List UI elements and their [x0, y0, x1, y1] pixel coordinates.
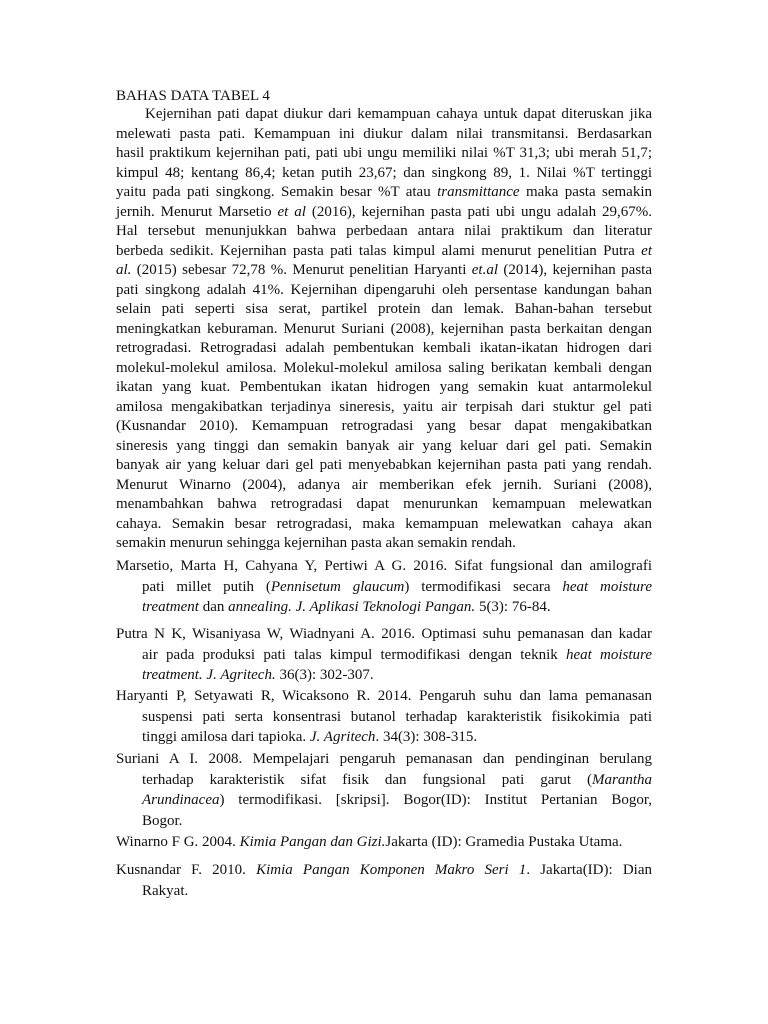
reference-entry [116, 749, 652, 832]
reference-line: Suriani A I. 2008. Mempelajari pengaruh pemanasan dan pendinginan berulang [116, 751, 652, 767]
reference-entry [116, 624, 652, 686]
paragraph-line: sineresis yang tinggi dan semakin banyak air yang keluar dari gel pati. Semakin [116, 437, 652, 454]
reference-line: treatment. J. Agritech. 36(3): 302-307. [142, 667, 374, 684]
paragraph-line: berbeda sedikit. Kejernihan pasta pati talas kimpul alami menurut penelitian Putra et [116, 242, 652, 259]
reference-line: tinggi amilosa dari tapioka. J. Agritech. 34(3): 308-315. [142, 729, 478, 746]
paragraph-line: menambahkan bahwa retrogradasi dapat menurunkan kemampuan melewatkan [116, 496, 652, 513]
paragraph-line: banyak air yang keluar dari gel pati menyebabkan kejernihan pasta pati yang rendah. [116, 457, 652, 474]
paragraph-line: (Kusnandar 2010). Kemampuan retrogradasi yang besar dapat mengakibatkan [116, 418, 652, 435]
paragraph-line: molekul-molekul amilosa. Molekul-molekul amilosa saling berikatan kembali dengan [116, 359, 652, 376]
paragraph-line: amilosa mengakibatkan terjadinya sineresis, yaitu air terpisah dari stuktur gel pati [116, 398, 652, 415]
reference-entry [116, 860, 652, 901]
paragraph-line: ikatan yang kuat. Pembentukan ikatan hidrogen yang semakin kuat antarmolekul [116, 379, 652, 396]
reference-line: suspensi pati serta konsentrasi butanol terhadap karakteristik fisikokimia pati [142, 708, 652, 725]
paragraph-line: cahaya. Semakin besar retrogradasi, maka kemampuan melewatkan cahaya akan [116, 515, 652, 532]
reference-entry [116, 556, 652, 618]
paragraph-line: al. (2015) sebesar 72,78 %. Menurut penelitian Haryanti et.al (2014), kejernihan pasta [116, 262, 652, 279]
reference-line: Kusnandar F. 2010. Kimia Pangan Komponen Makro Seri 1. Jakarta(ID): Dian [116, 862, 652, 878]
paragraph-line: yaitu pada pati singkong. Semakin besar %T atau transmittance maka pasta semakin [116, 184, 652, 201]
paragraph-line: melewati pasta pati. Kemampuan ini diukur dalam nilai transmitansi. Berdasarkan [116, 125, 652, 142]
paragraph-line: Hal tersebut menunjukkan bahwa perbedaan antara nilai praktikum dan literatur [116, 223, 652, 240]
paragraph-line: semakin menurun sehingga kejernihan pasta akan semakin rendah. [116, 535, 516, 552]
paragraph-line: selain pati seperti sisa serat, partikel protein dan lemak. Bahan-bahan tersebut [116, 301, 652, 318]
reference-line: air pada produksi pati talas kimpul termodifikasi dengan teknik heat moisture [142, 646, 652, 663]
reference-line: Marsetio, Marta H, Cahyana Y, Pertiwi A G. 2016. Sifat fungsional dan amilografi [116, 558, 652, 574]
reference-line: Putra N K, Wisaniyasa W, Wiadnyani A. 2016. Optimasi suhu pemanasan dan kadar [116, 626, 652, 642]
paragraph-line: kimpul 48; kentang 86,4; ketan putih 23,67; dan singkong 89, 1. Nilai %T tertinggi [116, 164, 652, 181]
reference-entry [116, 686, 652, 748]
reference-line: Arundinacea) termodifikasi. [skripsi]. Bogor(ID): Institut Pertanian Bogor, [142, 792, 652, 809]
paragraph-line: Menurut Winarno (2004), adanya air memberikan efek jernih. Suriani (2008), [116, 476, 652, 493]
reference-line: Rakyat. [142, 882, 189, 899]
paragraph-line: meningkatkan keburaman. Menurut Suriani (2008), kejernihan pasta berkaitan dengan [116, 320, 652, 337]
reference-line: Haryanti P, Setyawati R, Wicaksono R. 2014. Pengaruh suhu dan lama pemanasan [116, 688, 652, 704]
paragraph-line: retrogradasi. Retrogradasi adalah pembentukan kembali ikatan-ikatan hidrogen dari [116, 340, 652, 357]
reference-line: pati millet putih (Pennisetum glaucum) termodifikasi secara heat moisture [142, 578, 652, 595]
section-title: BAHAS DATA TABEL 4 [116, 88, 270, 104]
reference-line: treatment dan annealing. J. Aplikasi Teknologi Pangan. 5(3): 76-84. [142, 599, 551, 616]
paragraph-line: Kejernihan pati dapat diukur dari kemampuan cahaya untuk dapat diteruskan jika [145, 106, 652, 122]
paragraph-line: pati singkong adalah 41%. Kejernihan dipengaruhi oleh persentase kandungan bahan [116, 281, 652, 298]
reference-line: Bogor. [142, 813, 183, 830]
paragraph-line: hasil praktikum kejernihan pati, pati ubi ungu memiliki nilai %T 31,3; ubi merah 51,7; [116, 145, 652, 162]
paragraph-line: jernih. Menurut Marsetio et al (2016), kejernihan pasta pati ubi ungu adalah 29,67%. [116, 203, 652, 220]
reference-entry [116, 832, 652, 853]
reference-line: Winarno F G. 2004. Kimia Pangan dan Gizi.Jakarta (ID): Gramedia Pustaka Utama. [116, 834, 623, 850]
body-paragraph [116, 105, 652, 554]
reference-line: terhadap karakteristik sifat fisik dan fungsional pati garut (Marantha [142, 771, 652, 788]
